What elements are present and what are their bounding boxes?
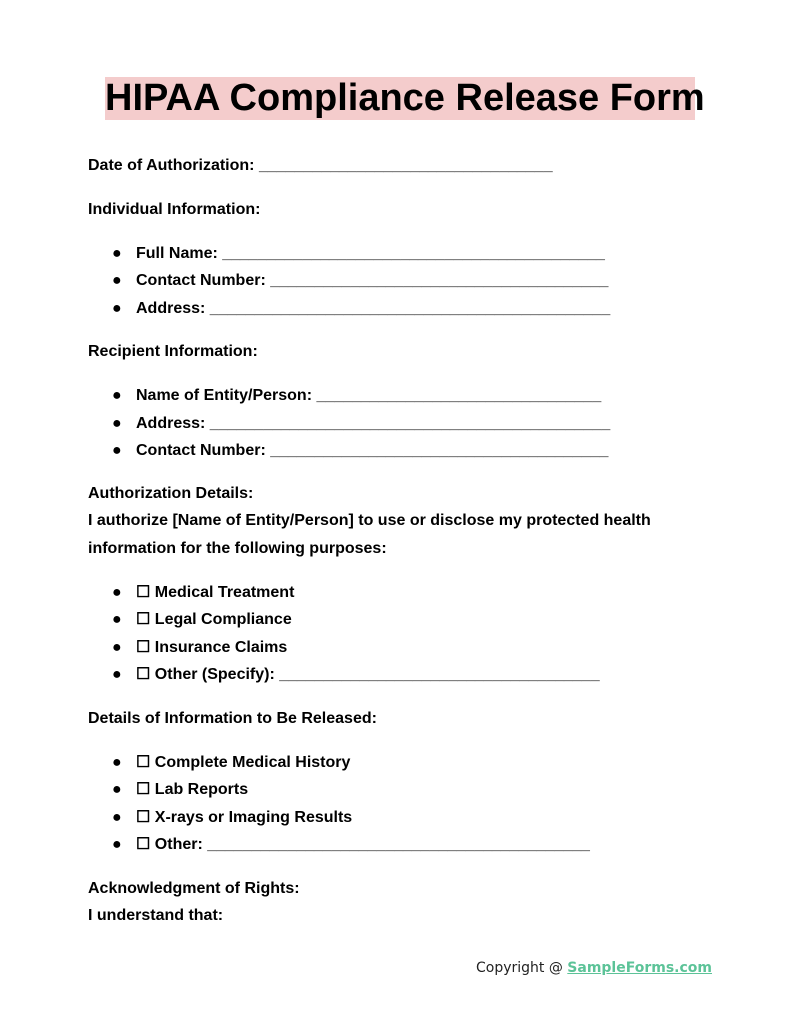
bullet-icon: ● [112,639,122,656]
checkbox-item[interactable] [112,610,292,630]
list-item [112,386,601,406]
bullet-icon: ● [112,809,122,826]
page-title: HIPAA Compliance Release Form [105,77,705,119]
bullet-icon: ● [112,300,122,317]
recipient-heading: Recipient Information: [88,343,258,360]
list-item [112,271,608,291]
checkbox-item[interactable] [112,665,600,685]
copyright-text: Copyright @ [475,960,568,976]
checkbox-item[interactable] [112,835,590,855]
info-medical-history[interactable]: ☐ Complete Medical History [136,754,351,771]
info-lab-reports[interactable]: ☐ Lab Reports [136,781,249,798]
authorization-text: I authorize [Name of Entity/Person] to use or disclose my protected health [88,512,651,529]
recipient-address-field: Address: _____________________________________________ [136,415,611,432]
bullet-icon: ● [112,387,122,404]
purpose-insurance-claims[interactable]: ☐ Insurance Claims [136,639,288,656]
details-heading: Details of Information to Be Released: [88,710,377,727]
acknowledgment-text: I understand that: [88,907,224,924]
bullet-icon: ● [112,666,122,683]
checkbox-item[interactable] [112,808,352,828]
recipient-contact-field: Contact Number: ______________________________________ [136,442,609,459]
bullet-icon: ● [112,584,122,601]
bullet-icon: ● [112,245,122,262]
full-name-field: Full Name: ___________________________________________ [136,245,605,262]
bullet-icon: ● [112,442,122,459]
sampleforms-link[interactable]: SampleForms.com [567,960,712,976]
copyright-footer [476,958,712,978]
purpose-legal-compliance[interactable]: ☐ Legal Compliance [136,611,292,628]
bullet-icon: ● [112,415,122,432]
bullet-icon: ● [112,754,122,771]
checkbox-item[interactable] [112,638,287,658]
purpose-other[interactable]: ☐ Other (Specify): ____________________________________ [136,666,600,683]
checkbox-item[interactable] [112,780,248,800]
individual-heading: Individual Information: [88,201,261,218]
authorization-text: information for the following purposes: [88,540,387,557]
contact-number-field: Contact Number: ______________________________________ [136,272,609,289]
entity-name-field: Name of Entity/Person: ________________________________ [136,387,602,404]
info-other[interactable]: ☐ Other: ___________________________________________ [136,836,590,853]
list-item [112,299,610,319]
bullet-icon: ● [112,836,122,853]
list-item [112,441,608,461]
info-xrays[interactable]: ☐ X-rays or Imaging Results [136,809,353,826]
list-item [112,414,610,434]
purpose-medical-treatment[interactable]: ☐ Medical Treatment [136,584,295,601]
bullet-icon: ● [112,272,122,289]
bullet-icon: ● [112,611,122,628]
acknowledgment-heading: Acknowledgment of Rights: [88,880,300,897]
bullet-icon: ● [112,781,122,798]
date-of-authorization-field: Date of Authorization: _________________________________ [88,157,553,174]
checkbox-item[interactable] [112,583,294,603]
list-item [112,244,605,264]
checkbox-item[interactable] [112,753,350,773]
authorization-heading: Authorization Details: [88,485,254,502]
address-field: Address: _____________________________________________ [136,300,611,317]
